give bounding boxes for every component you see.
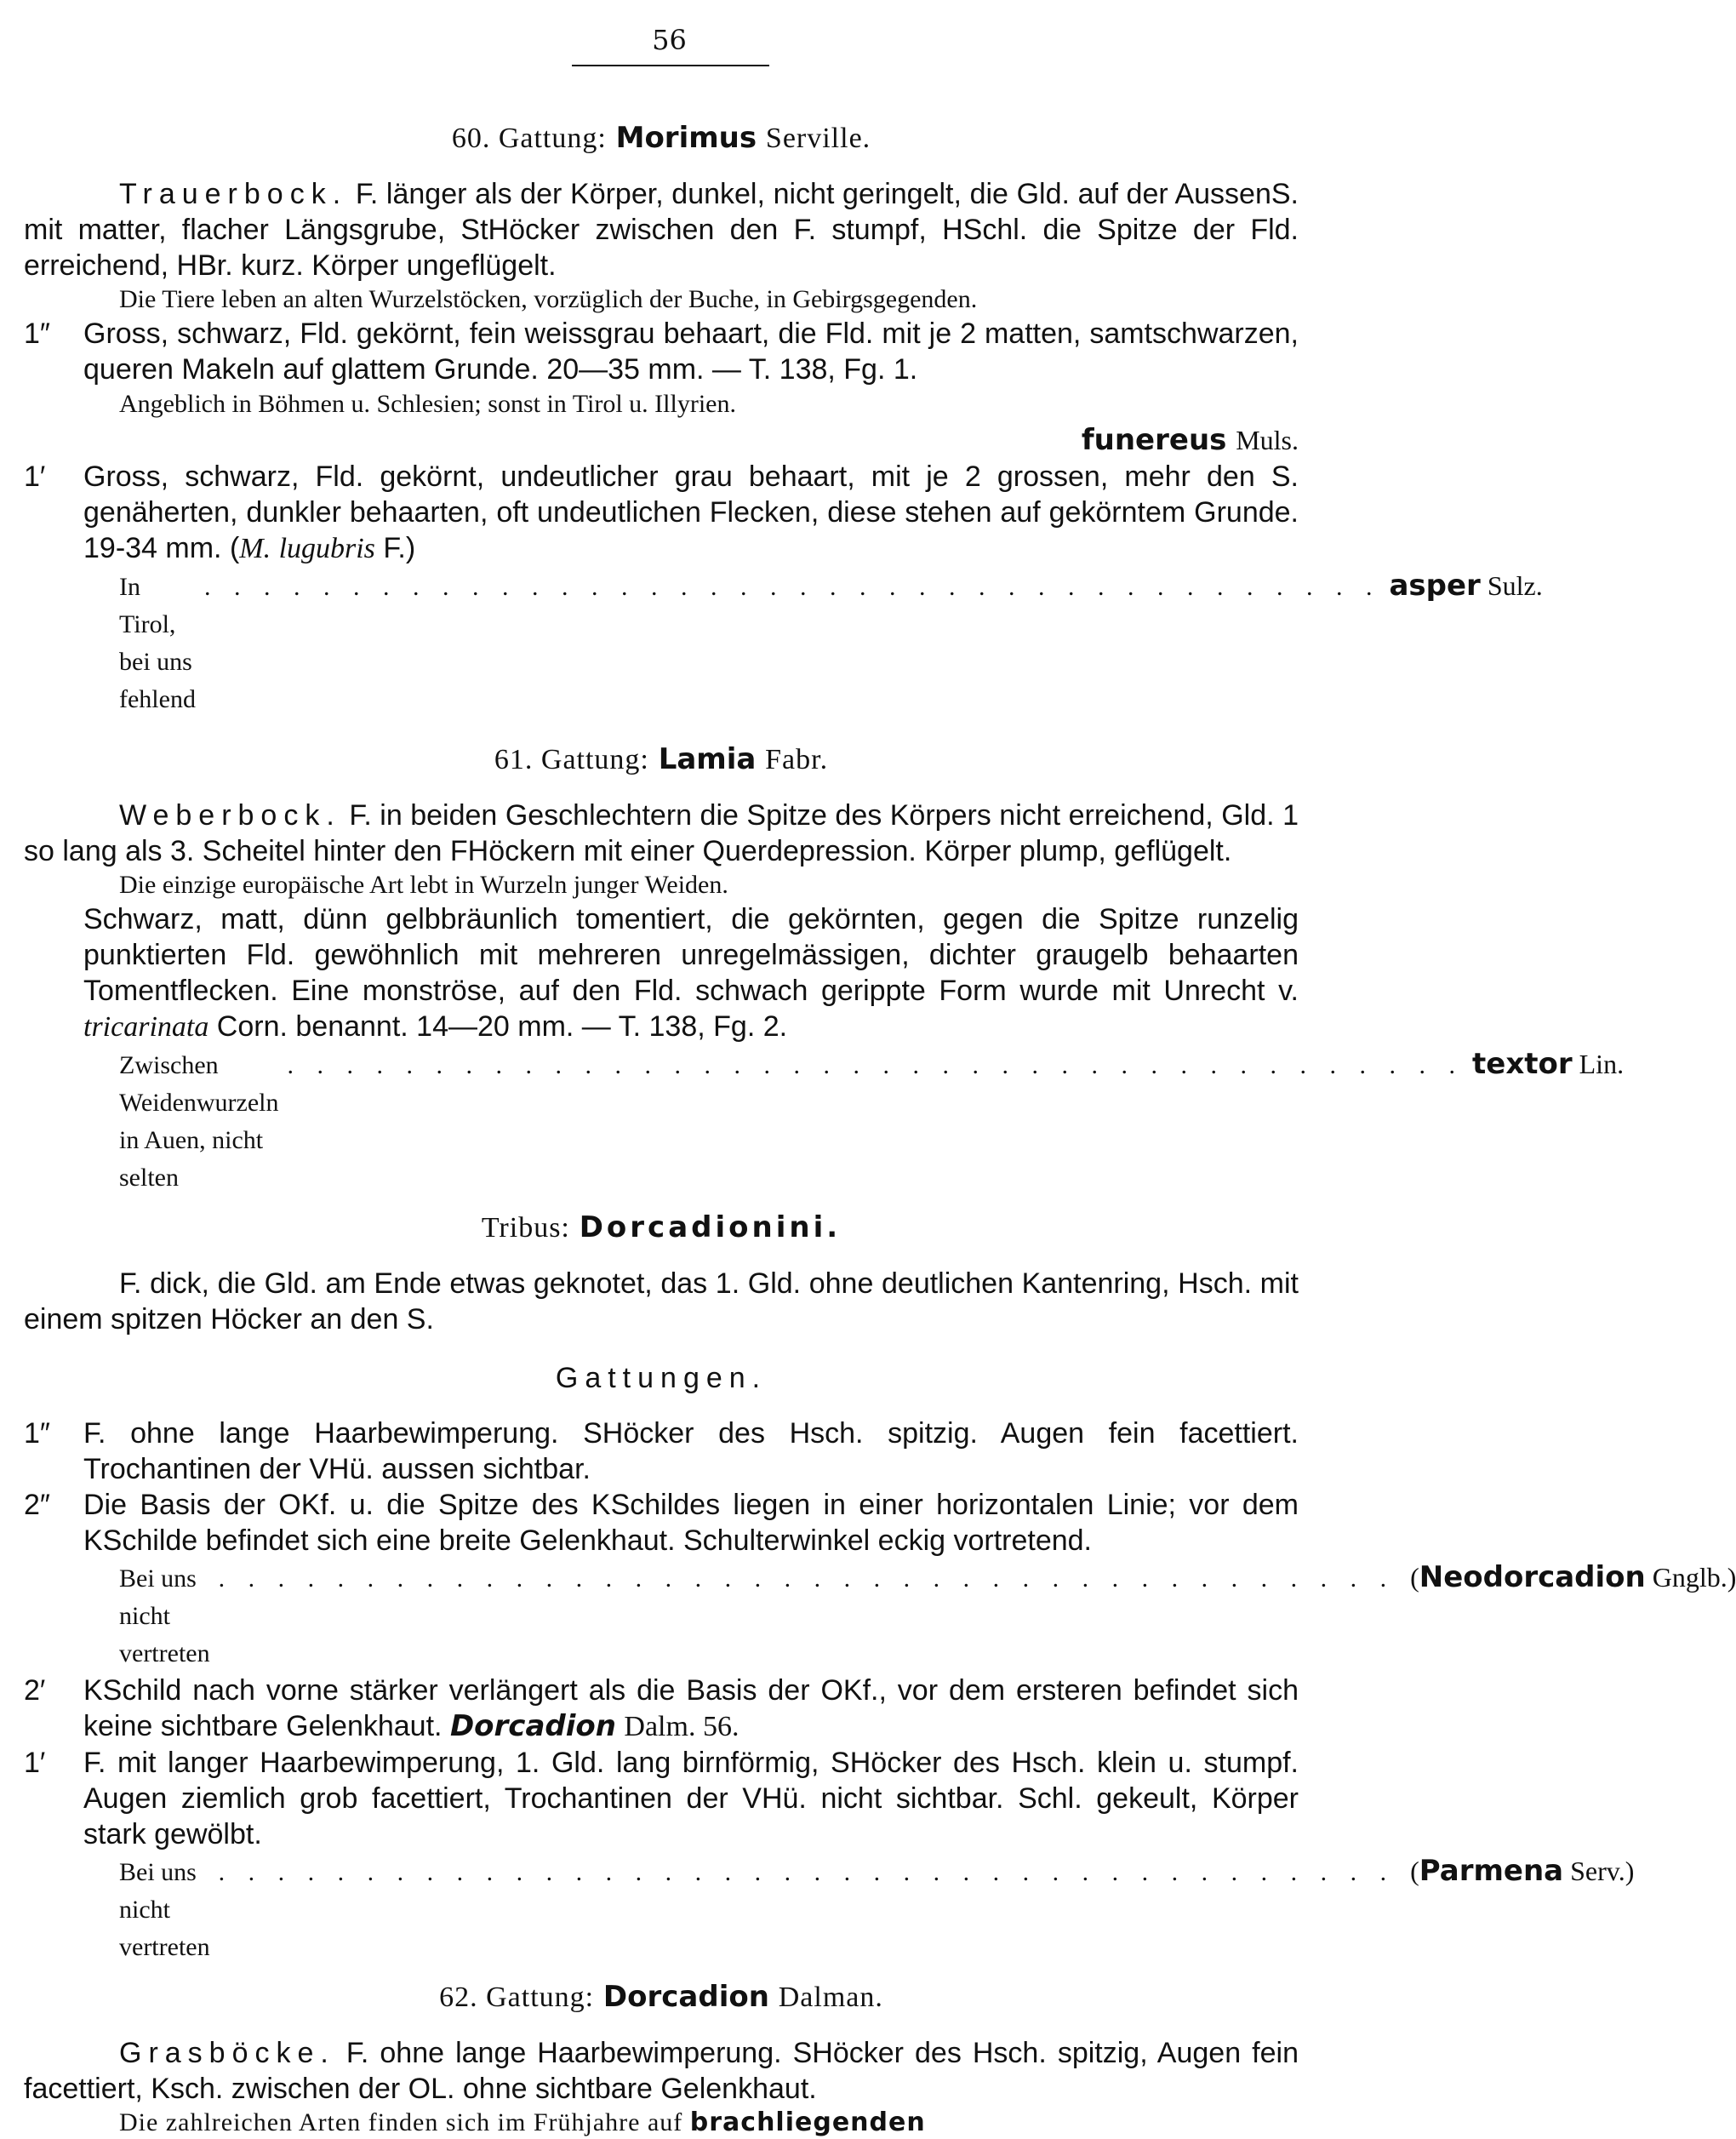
species-desc-text: Schwarz, matt, dünn gelbbräunlich tomentiert, die gekörnten, gegen die Spitze runzelig punktierten Fld. gewöhnlich mit mehreren unregelmässigen, dichter graugelb behaarten Tomentflecken. Eine monströse, auf den Fld. schwach gerippte Form wurde mit Unrecht v. — [83, 903, 1299, 1007]
genus-62-note — [24, 2107, 1299, 2139]
genus-61-name: Lamia — [658, 742, 757, 776]
genus-61-common-name: Weberbock. — [119, 799, 341, 832]
key-text: Gross, schwarz, Fld. gekörnt, undeutlicher grau behaart, mit je 2 grossen, mehr den S. genäherten, dunkler behaarten, oft undeutlichen Flecken, diese stehen auf gekörntem Grunde. 19-34 mm. — [83, 460, 1299, 564]
genus-60-name: Morimus — [615, 121, 757, 155]
paren-open: ( — [1410, 1562, 1419, 1593]
genus-locality: Bei uns nicht vertreten — [119, 1564, 210, 1667]
species-author: Sulz. — [1487, 570, 1543, 601]
genus-60-key-1 — [24, 316, 1299, 387]
species-funereus — [24, 421, 1299, 459]
key-text: Gross, schwarz, Fld. gekörnt, fein weissgrau behaart, die Fld. mit je 2 matten, samtschwarzen, queren Makeln auf glattem Grunde. 20—35 mm. — T. 138, Fg. 1. — [83, 317, 1299, 386]
tribus-prefix: Tribus: — [481, 1212, 570, 1244]
synonym-open: ( — [229, 532, 240, 564]
species-name: funereus — [1081, 423, 1227, 457]
note-text: Die zahlreichen Arten finden sich im Frühjahre auf — [119, 2108, 683, 2136]
key-text: F. mit langer Haarbewimperung, 1. Gld. lang birnförmig, SHöcker des Hsch. klein u. stumpf. Augen ziemlich grob facettiert, Trochantinen der VHü. nicht sichtbar. Schl. gekeult, Körper stark gewölbt. — [83, 1747, 1299, 1850]
gattungen-heading — [24, 1359, 1299, 1397]
note-bold-text: brachliegenden — [689, 2108, 926, 2137]
genus-61-author: Fabr. — [765, 744, 829, 775]
genus-62-prefix: 62. Gattung: — [439, 1982, 595, 2013]
genus-neodorcadion — [24, 1558, 1736, 1673]
gattungen-key-a — [24, 1416, 1299, 1487]
genus-author: Serv.) — [1570, 1856, 1635, 1886]
genus-60-key-1-locality: Angeblich in Böhmen u. Schlesien; sonst in Tirol u. Illyrien. — [119, 390, 736, 418]
synonym-genus: M. — [239, 533, 271, 564]
tribus-heading — [24, 1209, 1299, 1247]
genus-author: Dalm. 56. — [624, 1711, 740, 1742]
species-author: Muls. — [1236, 425, 1299, 455]
variety-name: tricarinata — [83, 1011, 209, 1043]
leader-dots: . . . . . . . . . . . . . . . . . . . . . . . . . . . . . . . . . . . . . . . . — [203, 573, 1381, 601]
key-label: 2′ — [24, 1674, 46, 1707]
genus-61-prefix: 61. Gattung: — [494, 744, 649, 775]
key-label: 2″ — [24, 1489, 50, 1521]
genus-60-heading — [24, 119, 1299, 157]
genus-locality: Bei uns nicht vertreten — [119, 1858, 210, 1961]
genus-62-common-name: Grasböcke. — [119, 2037, 335, 2069]
species-name: asper — [1389, 569, 1481, 603]
synonym-author: F.) — [383, 532, 416, 564]
key-label: 1″ — [24, 1417, 50, 1450]
tribus-description: F. dick, die Gld. am Ende etwas geknotet, das 1. Gld. ohne deutlichen Kantenring, Hsch. mit einem spitzen Höcker an den S. — [24, 1267, 1299, 1335]
tribus-name: Dorcadionini. — [579, 1210, 842, 1244]
species-textor — [24, 1045, 1625, 1197]
genus-61-species-description — [24, 901, 1299, 1045]
genus-61-description — [24, 798, 1299, 869]
key-text: KSchild nach vorne stärker verlängert als die Basis der OKf., vor dem ersteren befindet sich keine sichtbare Gelenkhaut. — [83, 1674, 1299, 1742]
species-author: Lin. — [1579, 1049, 1625, 1079]
page-number: 56 — [652, 24, 687, 56]
genus-60-key-2 — [24, 459, 1299, 567]
genus-60-desc-text: F. länger als der Körper, dunkel, nicht geringelt, die Gld. auf der AussenS. mit matter, flacher Längsgrube, StHöcker zwischen den F. stumpf, HSchl. die Spitze der Fld. erreichend, HBr. kurz. Körper ungeflügelt. — [24, 178, 1299, 282]
gattungen-title: Gattungen. — [555, 1362, 768, 1394]
genus-61-note: Die einzige europäische Art lebt in Wurzeln junger Weiden. — [119, 871, 728, 899]
species-desc-text-2: Corn. benannt. 14—20 mm. — T. 138, Fg. 2. — [216, 1010, 788, 1043]
key-label: 1″ — [24, 317, 50, 350]
key-text: Die Basis der OKf. u. die Spitze des KSchildes liegen in einer horizontalen Linie; vor dem KSchilde befindet sich eine breite Gelenkhaut. Schulterwinkel eckig vortretend. — [83, 1489, 1299, 1557]
species-name: textor — [1472, 1047, 1573, 1081]
gattungen-key-c — [24, 1673, 1299, 1745]
paren-open: ( — [1410, 1856, 1419, 1886]
page-content — [24, 119, 1736, 2139]
genus-name: Neodorcadion — [1419, 1560, 1646, 1594]
genus-61-desc-text: F. in beiden Geschlechtern die Spitze des Körpers nicht erreichend, Gld. 1 so lang als 3. Scheitel hinter den FHöckern mit einer Querdepression. Körper plump, geflügelt. — [24, 799, 1299, 867]
genus-62-name: Dorcadion — [602, 1980, 769, 2014]
key-text: F. ohne lange Haarbewimperung. SHöcker des Hsch. spitzig. Augen fein facettiert. Trochantinen der VHü. aussen sichtbar. — [83, 1417, 1299, 1485]
genus-parmena — [24, 1852, 1635, 1966]
genus-60-common-name: Trauerbock. — [119, 178, 348, 210]
genus-60-note: Die Tiere leben an alten Wurzelstöcken, vorzüglich der Buche, in Gebirgsgegenden. — [119, 285, 978, 313]
gattungen-key-b — [24, 1487, 1299, 1558]
species-locality: Zwischen Weidenwurzeln in Auen, nicht selten — [119, 1051, 279, 1192]
genus-61-heading — [24, 741, 1299, 779]
gattungen-key-d — [24, 1745, 1299, 1852]
genus-name: Dorcadion — [449, 1709, 616, 1743]
synonym-species: lugubris — [278, 533, 375, 564]
species-asper — [24, 567, 1543, 718]
genus-62-author: Dalman. — [778, 1982, 883, 2013]
genus-62-description — [24, 2035, 1299, 2107]
key-label: 1′ — [24, 460, 46, 493]
genus-name: Parmena — [1419, 1854, 1564, 1888]
page-number-rule — [572, 65, 769, 66]
genus-62-desc-text: F. ohne lange Haarbewimperung. SHöcker des Hsch. spitzig, Augen fein facettiert, Ksch. zwischen der OL. ohne sichtbare Gelenkhaut. — [24, 2037, 1299, 2105]
leader-dots: . . . . . . . . . . . . . . . . . . . . . . . . . . . . . . . . . . . . . . . . — [218, 1564, 1396, 1593]
leader-dots: . . . . . . . . . . . . . . . . . . . . . . . . . . . . . . . . . . . . . . . . — [287, 1051, 1464, 1079]
species-locality: In Tirol, bei uns fehlend — [119, 573, 196, 713]
genus-60-author: Serville. — [765, 123, 871, 154]
key-label: 1′ — [24, 1747, 46, 1779]
genus-62-heading — [24, 1978, 1299, 2016]
genus-author: Gnglb.) — [1652, 1562, 1736, 1593]
genus-60-prefix: 60. Gattung: — [451, 123, 607, 154]
leader-dots: . . . . . . . . . . . . . . . . . . . . . . . . . . . . . . . . . . . . . . . . — [218, 1858, 1396, 1886]
genus-60-description — [24, 176, 1299, 283]
